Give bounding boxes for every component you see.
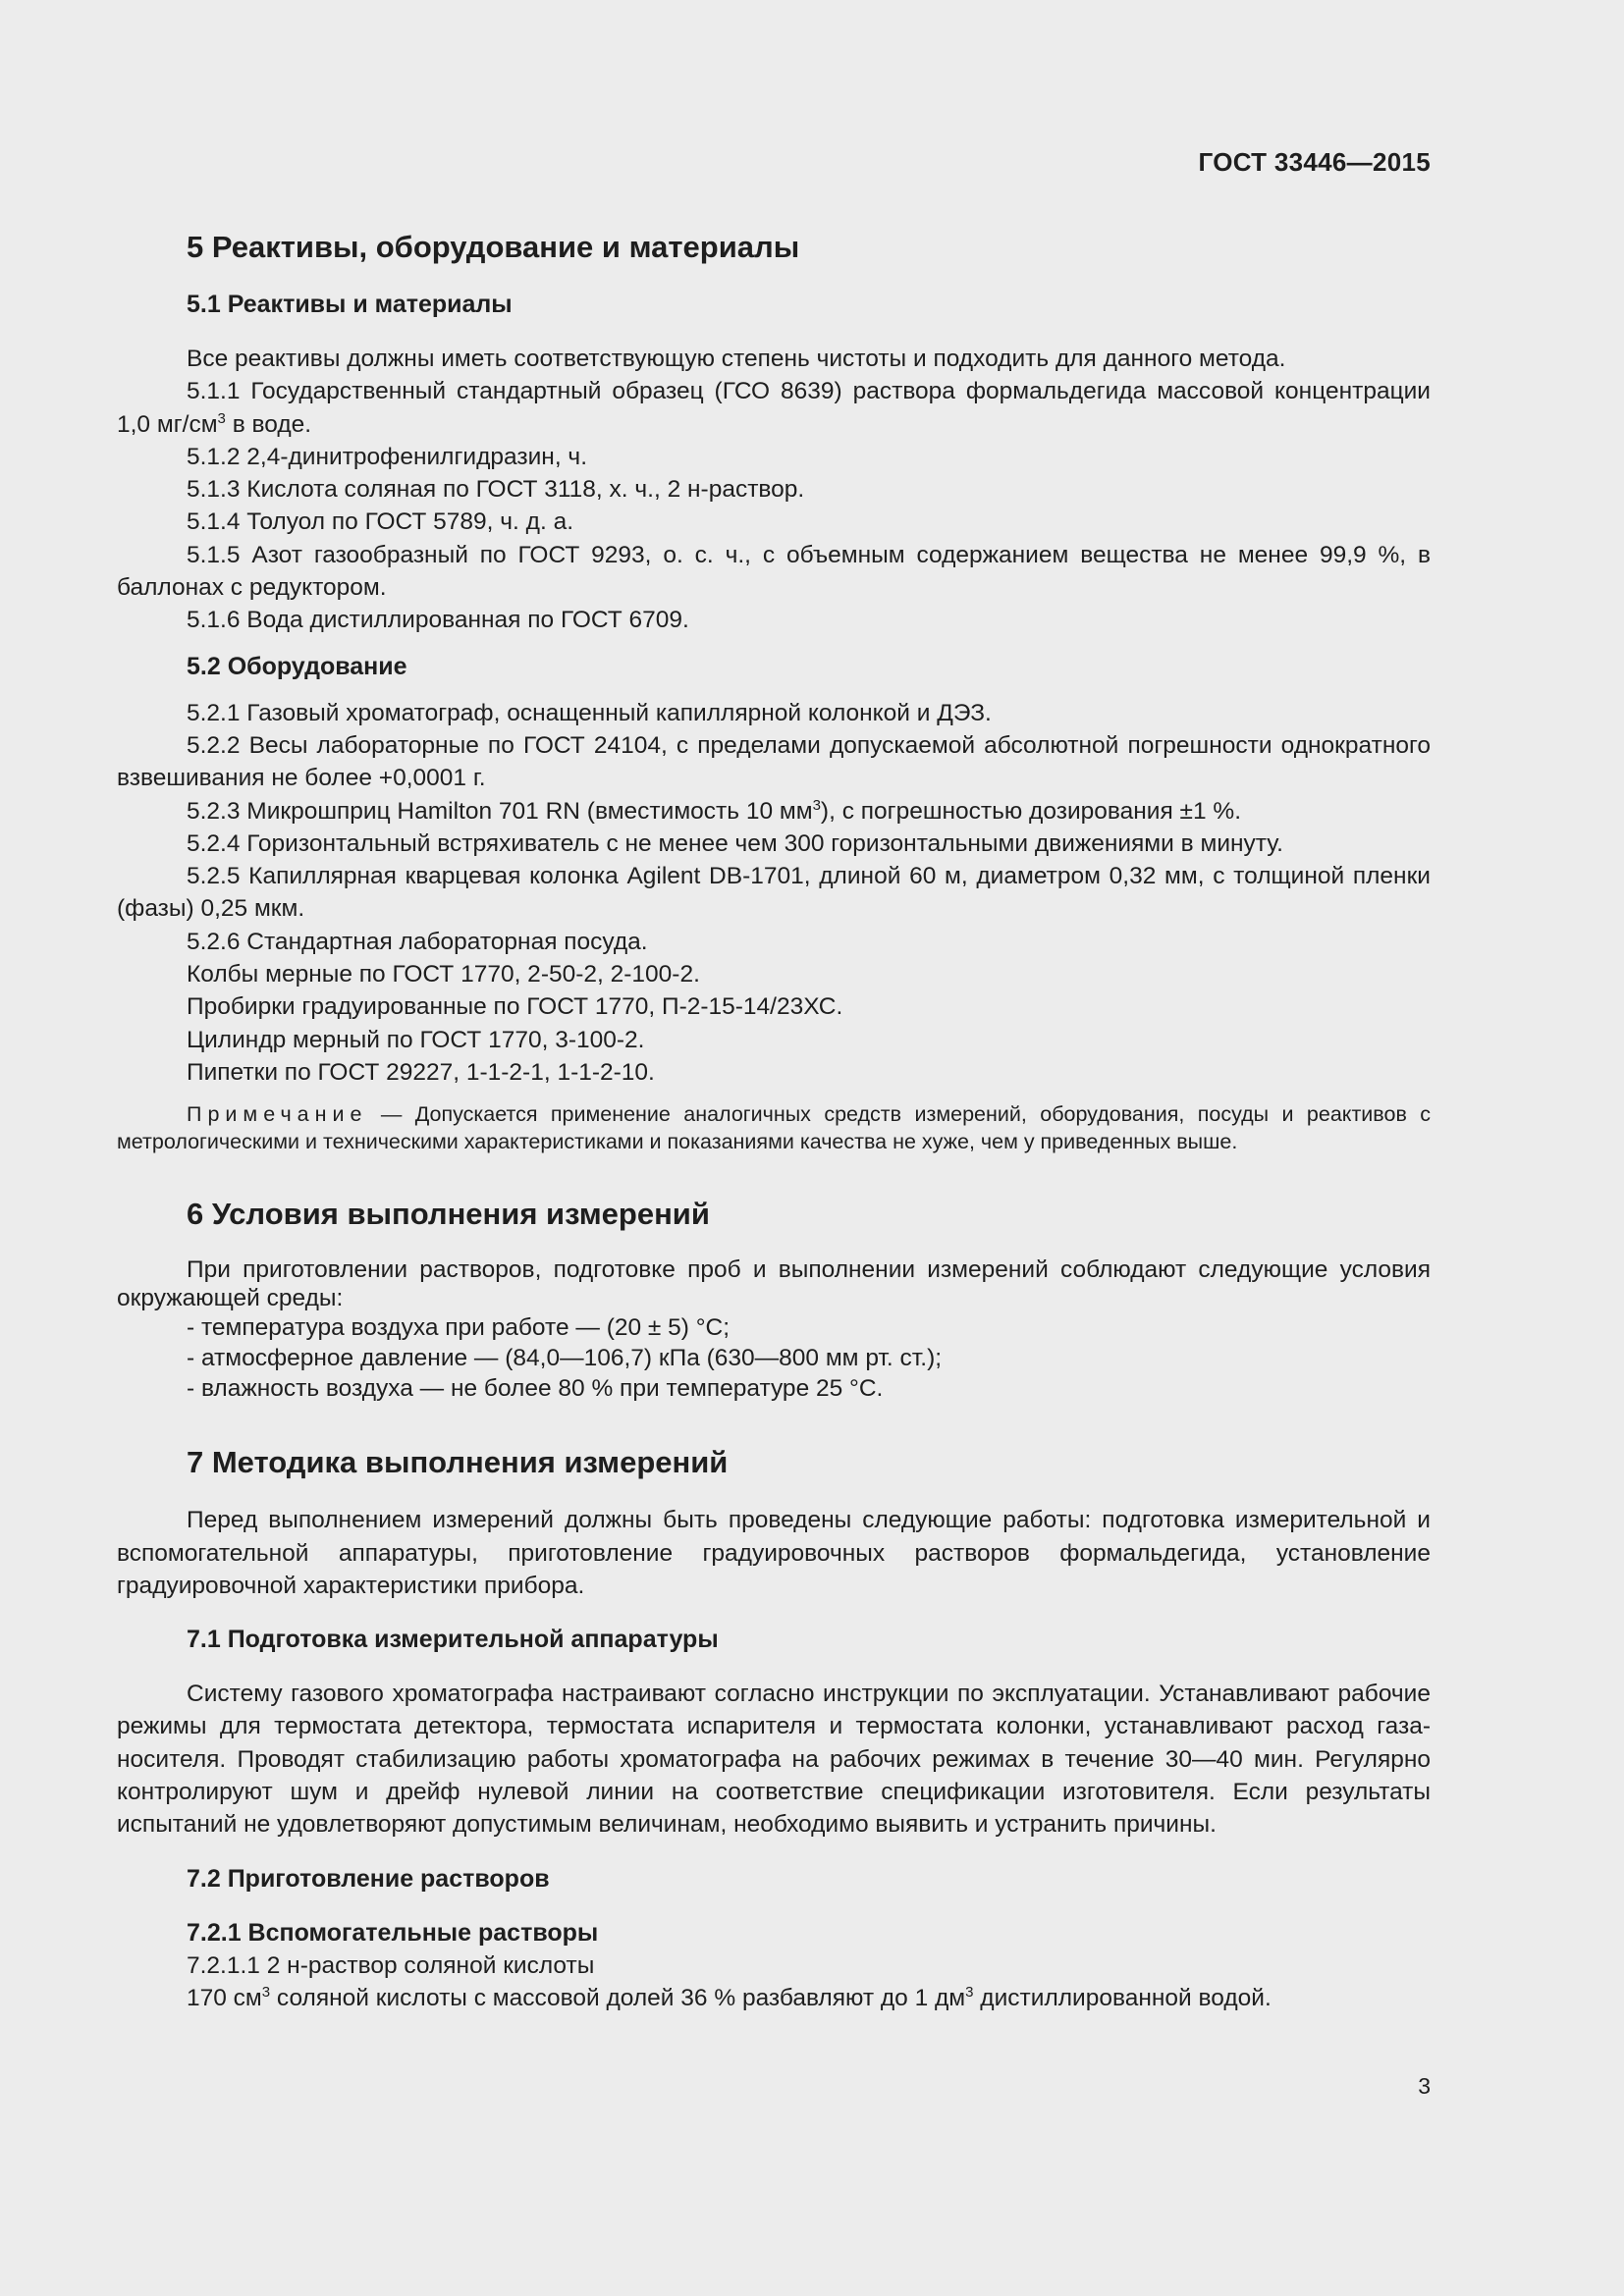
section-5-title: 5 Реактивы, оборудование и материалы [187,230,800,264]
item-5-2-6: 5.2.6 Стандартная лабораторная посуда. [187,928,648,955]
condition-pressure: - атмосферное давление — (84,0—106,7) кПа (630—800 мм рт. ст.); [187,1345,943,1372]
item-5-2-2: 5.2.2 Весы лабораторные по ГОСТ 24104, с пределами допускаемой абсолютной погрешности однократного взвешивания не более +0,0001 г. [117,731,1431,792]
glassware-flasks: Колбы мерные по ГОСТ 1770, 2-50-2, 2-100-2. [187,961,700,988]
item-5-1-2: 5.1.2 2,4-динитрофенилгидразин, ч. [187,443,588,470]
section-5-2-title: 5.2 Оборудование [187,652,407,680]
page-number: 3 [1418,2073,1431,2099]
item-5-1-6: 5.1.6 Вода дистиллированная по ГОСТ 6709. [187,607,689,634]
section-6-title: 6 Условия выполнения измерений [187,1197,710,1232]
glassware-cylinder: Цилиндр мерный по ГОСТ 1770, 3-100-2. [187,1026,645,1053]
item-7-2-1-1: 7.2.1.1 2 н-раствор соляной кислоты [187,1951,595,1979]
section-6-intro: При приготовлении растворов, подготовке проб и выполнении измерений соблюдают следующие условия окружающей среды: [117,1256,1431,1312]
section-7-2-title: 7.2 Приготовление растворов [187,1864,550,1893]
glassware-tubes: Пробирки градуированные по ГОСТ 1770, П-2-15-14/23ХС. [187,993,843,1021]
section-7-title: 7 Методика выполнения измерений [187,1445,729,1480]
section-5-1-intro: Все реактивы должны иметь соответствующую степень чистоты и подходить для данного метода. [187,346,1286,372]
section-5-1-title: 5.1 Реактивы и материалы [187,291,513,318]
section-7-2-1-title: 7.2.1 Вспомогательные растворы [187,1918,599,1947]
condition-humidity: - влажность воздуха — не более 80 % при температуре 25 °С. [187,1375,884,1403]
item-5-1-1: 5.1.1 Государственный стандартный образец (ГСО 8639) раствора формальдегида массовой концентрации 1,0 $мг/см^3$ в воде. [117,378,1431,438]
item-5-1-3: 5.1.3 Кислота соляная по ГОСТ 3118, х. ч., 2 н-раствор. [187,476,805,504]
note-label: Примечание [187,1102,368,1127]
section-7-intro: Перед выполнением измерений должны быть проведены следующие работы: подготовка измерительной и вспомогательной аппаратуры, приготовление градуировочных растворов формальдегида, установление градуировочной характеристики прибора. [117,1507,1431,1599]
item-5-2-1: 5.2.1 Газовый хроматограф, оснащенный капиллярной колонкой и ДЭЗ. [187,699,992,726]
note-text: — Допускается применение аналогичных средств измерений, оборудования, посуды и реактивов с метрологическими и техническими характеристиками и показаниями качества не хуже, чем у приведенных выше. [117,1102,1431,1154]
document-number: ГОСТ 33446—2015 [1198,147,1431,177]
item-5-2-4: 5.2.4 Горизонтальный встряхиватель с не менее чем 300 горизонтальными движениями в минуту. [187,829,1283,857]
item-5-2-5: 5.2.5 Капиллярная кварцевая колонка Agilent DB-1701, длиной 60 м, диаметром 0,32 мм, с толщиной пленки (фазы) 0,25 мкм. [117,863,1431,923]
item-5-1-5: 5.1.5 Азот газообразный по ГОСТ 9293, о. с. ч., с объемным содержанием вещества не менее 99,9 %, в баллонах с редуктором. [117,541,1431,602]
section-7-1-text: Систему газового хроматографа настраивают согласно инструкции по эксплуатации. Устанавливают рабочие режимы для термостата детектора, термостата испарителя и термостата колонки, устанавливают расход газа-носителя. Проводят стабилизацию работы хроматографа на рабочих режимах в течение 30—40 мин. Регулярно контролируют шум и дрейф нулевой линии на соответствие спецификации изготовителя. Если результаты испытаний не удовлетворяют допустимым величинам, необходимо выявить и устранить причины. [117,1681,1431,1839]
item-7-2-1-1-text: 170 $см^3$ соляной кислоты с массовой долей 36 % разбавляют до 1 $дм^3$ дистиллированной водой. [187,1983,1272,2011]
note [117,1100,1431,1155]
item-5-1-4: 5.1.4 Толуол по ГОСТ 5789, ч. д. а. [187,508,574,536]
condition-temperature: - температура воздуха при работе — (20 ± 5) °С; [187,1314,731,1342]
glassware-pipettes: Пипетки по ГОСТ 29227, 1-1-2-1, 1-1-2-10. [187,1058,655,1086]
item-5-2-3: 5.2.3 Микрошприц Hamilton 701 RN (вместимость 10 $мм^3$), с погрешностью дозирования ±1 %. [187,796,1242,825]
page-content [117,0,1431,2014]
section-7-1-title: 7.1 Подготовка измерительной аппаратуры [187,1626,719,1654]
